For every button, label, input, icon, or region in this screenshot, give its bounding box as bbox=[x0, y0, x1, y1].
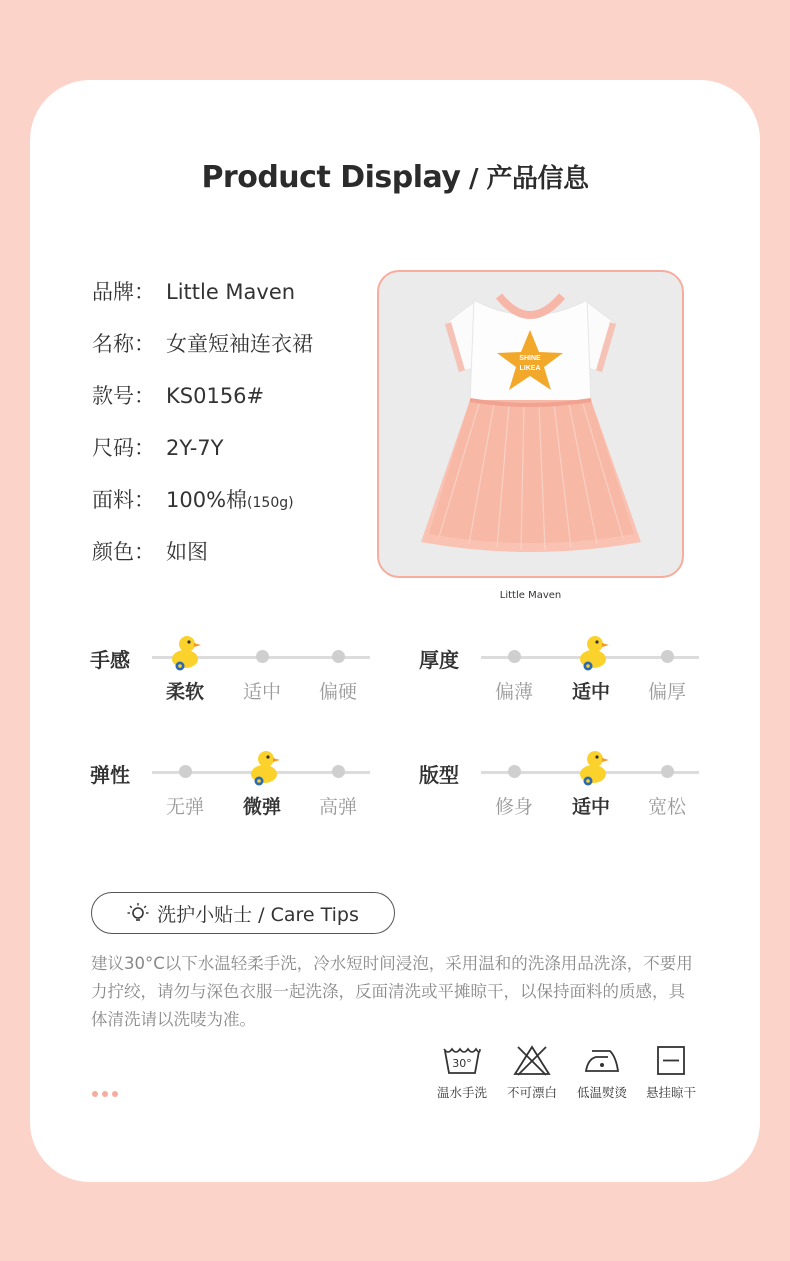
attr-dot bbox=[661, 765, 674, 778]
star-text-2: LIKEA bbox=[519, 365, 541, 372]
spec-note: (150g) bbox=[247, 495, 294, 511]
attr-dot bbox=[332, 650, 345, 663]
attr-option: 宽松 bbox=[647, 796, 686, 818]
attr-option: 适中 bbox=[242, 681, 281, 703]
spec-key: 面料： bbox=[92, 488, 155, 512]
product-caption: Little Maven bbox=[499, 590, 562, 601]
attr-label-elasticity: 弹性 bbox=[90, 763, 130, 787]
care-symbol-iron bbox=[567, 1045, 637, 1101]
care-symbol-label: 不可漂白 bbox=[506, 1085, 557, 1100]
attr-option-selected: 微弹 bbox=[242, 796, 281, 818]
spec-value: Little Maven bbox=[166, 280, 296, 304]
spec-value: 女童短袖连衣裙 bbox=[166, 332, 313, 356]
attr-dot bbox=[179, 765, 192, 778]
duck-marker-icon bbox=[576, 749, 610, 787]
attr-label-feel: 手感 bbox=[90, 648, 130, 672]
spec-brand bbox=[92, 276, 295, 306]
page-dot bbox=[112, 1091, 118, 1097]
attr-option: 高弹 bbox=[318, 796, 357, 818]
attr-label-fit: 版型 bbox=[419, 763, 459, 787]
no-bleach-icon bbox=[512, 1045, 552, 1077]
duck-marker-icon bbox=[247, 749, 281, 787]
spec-key: 名称： bbox=[92, 332, 155, 356]
spec-value: KS0156# bbox=[166, 384, 265, 408]
attr-option-selected: 适中 bbox=[571, 681, 610, 703]
care-tips-pill bbox=[91, 892, 395, 934]
title-separator: / bbox=[460, 164, 487, 194]
attr-option-selected: 适中 bbox=[571, 796, 610, 818]
care-symbol-no-bleach bbox=[497, 1045, 567, 1101]
attr-dot bbox=[256, 650, 269, 663]
care-symbol-label: 低温熨烫 bbox=[576, 1085, 627, 1100]
attr-dot bbox=[661, 650, 674, 663]
title-en: Product Display bbox=[201, 160, 461, 195]
star-text-1: SHINE bbox=[519, 355, 541, 362]
attr-option: 偏硬 bbox=[318, 681, 357, 703]
page-dot bbox=[102, 1091, 108, 1097]
attr-dot bbox=[508, 650, 521, 663]
lightbulb-icon bbox=[127, 902, 149, 924]
spec-name bbox=[92, 328, 313, 358]
pagination-dots bbox=[92, 1091, 118, 1097]
wash-temp-badge: 30° bbox=[452, 1057, 472, 1070]
care-symbol-hang-dry bbox=[636, 1045, 706, 1101]
attr-dot bbox=[332, 765, 345, 778]
spec-key: 颜色： bbox=[92, 540, 155, 564]
attr-option: 偏厚 bbox=[647, 681, 686, 703]
attr-option: 修身 bbox=[494, 796, 533, 818]
attr-option: 偏薄 bbox=[494, 681, 533, 703]
care-symbol-label: 温水手洗 bbox=[436, 1085, 487, 1100]
page-dot bbox=[92, 1091, 98, 1097]
spec-key: 款号： bbox=[92, 384, 155, 408]
title-zh: 产品信息 bbox=[486, 164, 589, 194]
iron-low-icon bbox=[582, 1045, 622, 1077]
care-symbol-label: 悬挂晾干 bbox=[645, 1085, 696, 1100]
care-symbol-wash bbox=[427, 1045, 497, 1101]
wash-30-icon bbox=[442, 1045, 482, 1077]
attr-label-thickness: 厚度 bbox=[419, 648, 459, 672]
product-image bbox=[377, 270, 684, 578]
attr-option: 无弹 bbox=[165, 796, 204, 818]
spec-size bbox=[92, 432, 223, 462]
attr-option-selected: 柔软 bbox=[165, 681, 204, 703]
dress-illustration bbox=[379, 272, 682, 576]
care-description: 建议30°C以下水温轻柔手洗，冷水短时间浸泡，采用温和的洗涤用品洗涤，不要用力拧绞，请勿与深色衣服一起洗涤，反面清洗或平摊晾干，以保持面料的质感，具体清洗请以洗唛为准。 bbox=[91, 954, 693, 1029]
spec-color bbox=[92, 536, 208, 566]
spec-style-number bbox=[92, 380, 264, 410]
spec-fabric bbox=[92, 484, 294, 514]
spec-value: 100%棉 bbox=[166, 488, 248, 512]
care-tips-label: 洗护小贴士 / Care Tips bbox=[157, 903, 359, 926]
attr-dot bbox=[508, 765, 521, 778]
spec-key: 品牌： bbox=[92, 280, 155, 304]
spec-key: 尺码： bbox=[92, 436, 155, 460]
spec-value: 2Y-7Y bbox=[166, 436, 224, 460]
page-title bbox=[0, 158, 790, 195]
spec-value: 如图 bbox=[166, 540, 208, 564]
duck-marker-icon bbox=[576, 634, 610, 672]
duck-marker-icon bbox=[168, 634, 202, 672]
hang-dry-icon bbox=[651, 1045, 691, 1077]
